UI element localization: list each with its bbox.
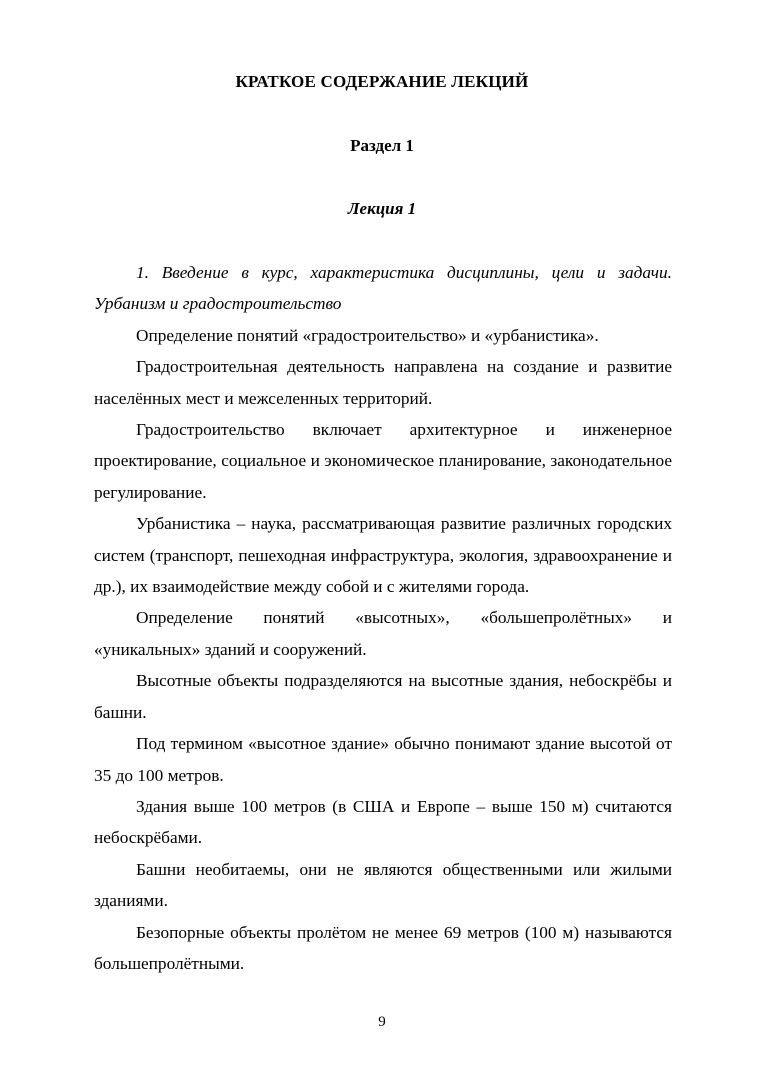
paragraph: Башни необитаемы, они не являются общественными или жилыми зданиями. — [94, 859, 672, 911]
paragraph: Здания выше 100 метров (в США и Европе – выше 150 м) считаются небоскрёбами. — [94, 796, 672, 848]
paragraph: Высотные объекты подразделяются на высотные здания, небоскрёбы и башни. — [94, 671, 672, 722]
paragraph: Градостроительство включает архитектурное и инженерное проектирование, социальное и экономическое планирование, законодательное регулирование. — [94, 420, 672, 502]
topic-heading: 1. Введение в курс, характеристика дисциплины, цели и задачи. Урбанизм и градостроительство — [94, 263, 672, 314]
paragraph: Градостроительная деятельность направлена на создание и развитие населённых мест и межселенных территорий. — [94, 357, 672, 408]
paragraph: Определение понятий «градостроительство» и «урбанистика». — [136, 325, 599, 345]
section-heading: Раздел 1 — [350, 136, 414, 155]
page-number: 9 — [378, 1014, 386, 1030]
lecture-body — [94, 257, 672, 979]
paragraph: Определение понятий «высотных», «большепролётных» и «уникальных» зданий и сооружений. — [94, 608, 672, 659]
document-title: КРАТКОЕ СОДЕРЖАНИЕ ЛЕКЦИЙ — [235, 72, 529, 91]
lecture-heading: Лекция 1 — [347, 199, 417, 218]
paragraph: Безопорные объекты пролётом не менее 69 метров (100 м) называются большепролётными. — [94, 922, 672, 973]
paragraph: Урбанистика – наука, рассматривающая развитие различных городских систем (транспорт, пешеходная инфраструктура, экология, здравоохранение и др.), их взаимодействие между собой и с жителями города. — [94, 514, 672, 597]
paragraph: Под термином «высотное здание» обычно понимают здание высотой от 35 до 100 метров. — [94, 734, 672, 785]
